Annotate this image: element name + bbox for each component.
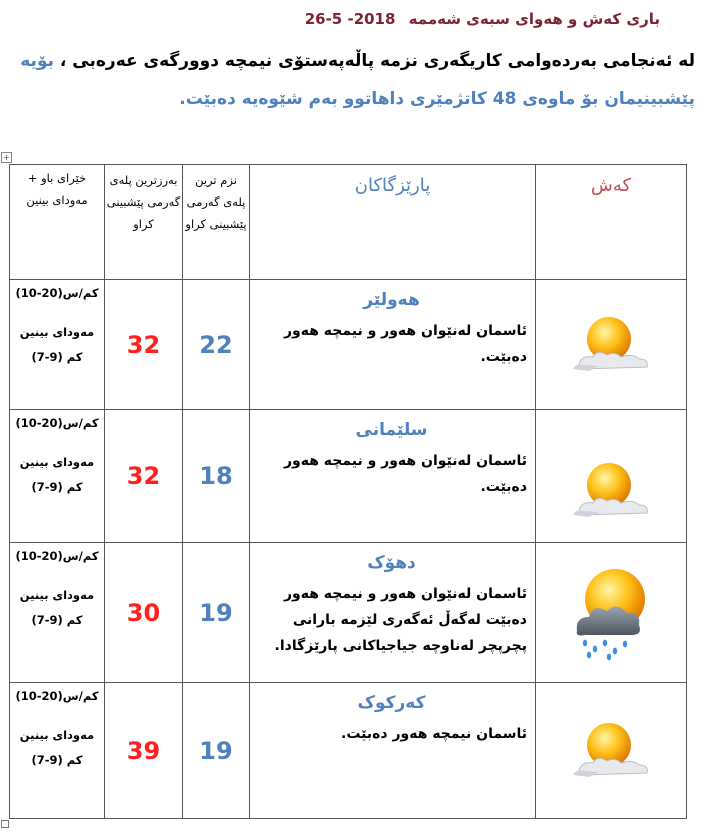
header-wind-visibility: خێرای باو + مەودای بینین [10,165,105,280]
visibility-value: (7-9) کم [31,613,83,627]
forecast-cell [250,543,536,683]
intro-line-2: بۆیە پێشبینیمان بۆ ماوەی 48 کاتژمێری داهاتوو بەم شێوەیە دەبێت. [20,51,695,109]
city-name: کەرکوک [357,693,426,713]
header-max-temp: بەرزترین پلەی گەرمی پێشبینی کراو [105,165,183,280]
wind-visibility-cell [10,280,105,410]
intro-paragraph [10,42,695,118]
city-name: سلێمانی [355,420,428,440]
wind-speed: (10-20)کم/س [15,286,99,300]
weather-icon-cell [536,280,687,410]
visibility-label: مەودای بینین [19,325,95,339]
table-row [10,683,687,819]
paragraph-end-marker [1,820,9,828]
forecast-description: ئاسمان نیمچە هەور دەبێت. [341,726,527,742]
forecast-cell [250,280,536,410]
weather-icon-cell [536,683,687,819]
header-min-temp: نزم ترین پلەی گەرمی پێشبینی کراو [183,165,250,280]
min-temp-value: 18 [183,410,250,543]
visibility-value: (7-9) کم [31,753,83,767]
wind-visibility-cell [10,683,105,819]
table-header-row [10,165,687,280]
max-temp-value: 32 [105,410,183,543]
max-temp-value: 39 [105,683,183,819]
visibility-value: (7-9) کم [31,350,83,364]
city-name: دهۆک [367,553,416,573]
table-row [10,543,687,683]
forecast-cell [250,683,536,819]
visibility-label: مەودای بینین [19,728,95,742]
forecast-cell [250,410,536,543]
min-temp-value: 19 [183,543,250,683]
wind-speed: (10-20)کم/س [15,549,99,563]
max-temp-value: 32 [105,280,183,410]
wind-visibility-cell [10,410,105,543]
intro-line-1: لە ئەنجامی بەردەوامی کاریگەری نزمە پاڵەپەستۆی نیمچە دوورگەی عەرەبی ، [59,51,695,71]
weather-icon-cell [536,410,687,543]
max-temp-value: 30 [105,543,183,683]
title-text: باری کەش و هەوای سبەی شەممە [408,10,660,28]
forecast-table [9,164,687,819]
header-weather: کەش [536,165,687,280]
wind-speed: (10-20)کم/س [15,689,99,703]
sun-cloud-icon [569,719,653,783]
sun-cloud-icon [569,459,653,523]
forecast-description: ئاسمان لەنێوان هەور و نیمچە هەور دەبێت. [283,323,527,365]
forecast-description: ئاسمان لەنێوان هەور و نیمچە هەور دەبێت. [283,453,527,495]
forecast-title [260,10,660,28]
sun-cloud-icon [569,313,653,377]
sun-rain-cloud-icon [571,565,651,661]
city-name: هەولێر [363,290,420,310]
table-move-handle[interactable]: + [1,152,12,163]
visibility-label: مەودای بینین [19,455,95,469]
visibility-value: (7-9) کم [31,480,83,494]
wind-visibility-cell [10,543,105,683]
table-row [10,280,687,410]
forecast-description: ئاسمان لەنێوان هەور و نیمچە هەور دەبێت لەگەڵ ئەگەری لێزمە بارانی پچرپچر لەناوچە جیاجیاکانی پارێزگادا. [274,586,527,654]
min-temp-value: 22 [183,280,250,410]
wind-speed: (10-20)کم/س [15,416,99,430]
weather-icon-cell [536,543,687,683]
min-temp-value: 19 [183,683,250,819]
header-provinces: پارێزگاکان [250,165,536,280]
table-row [10,410,687,543]
forecast-date: 26-5 -2018 [304,10,396,28]
visibility-label: مەودای بینین [19,588,95,602]
